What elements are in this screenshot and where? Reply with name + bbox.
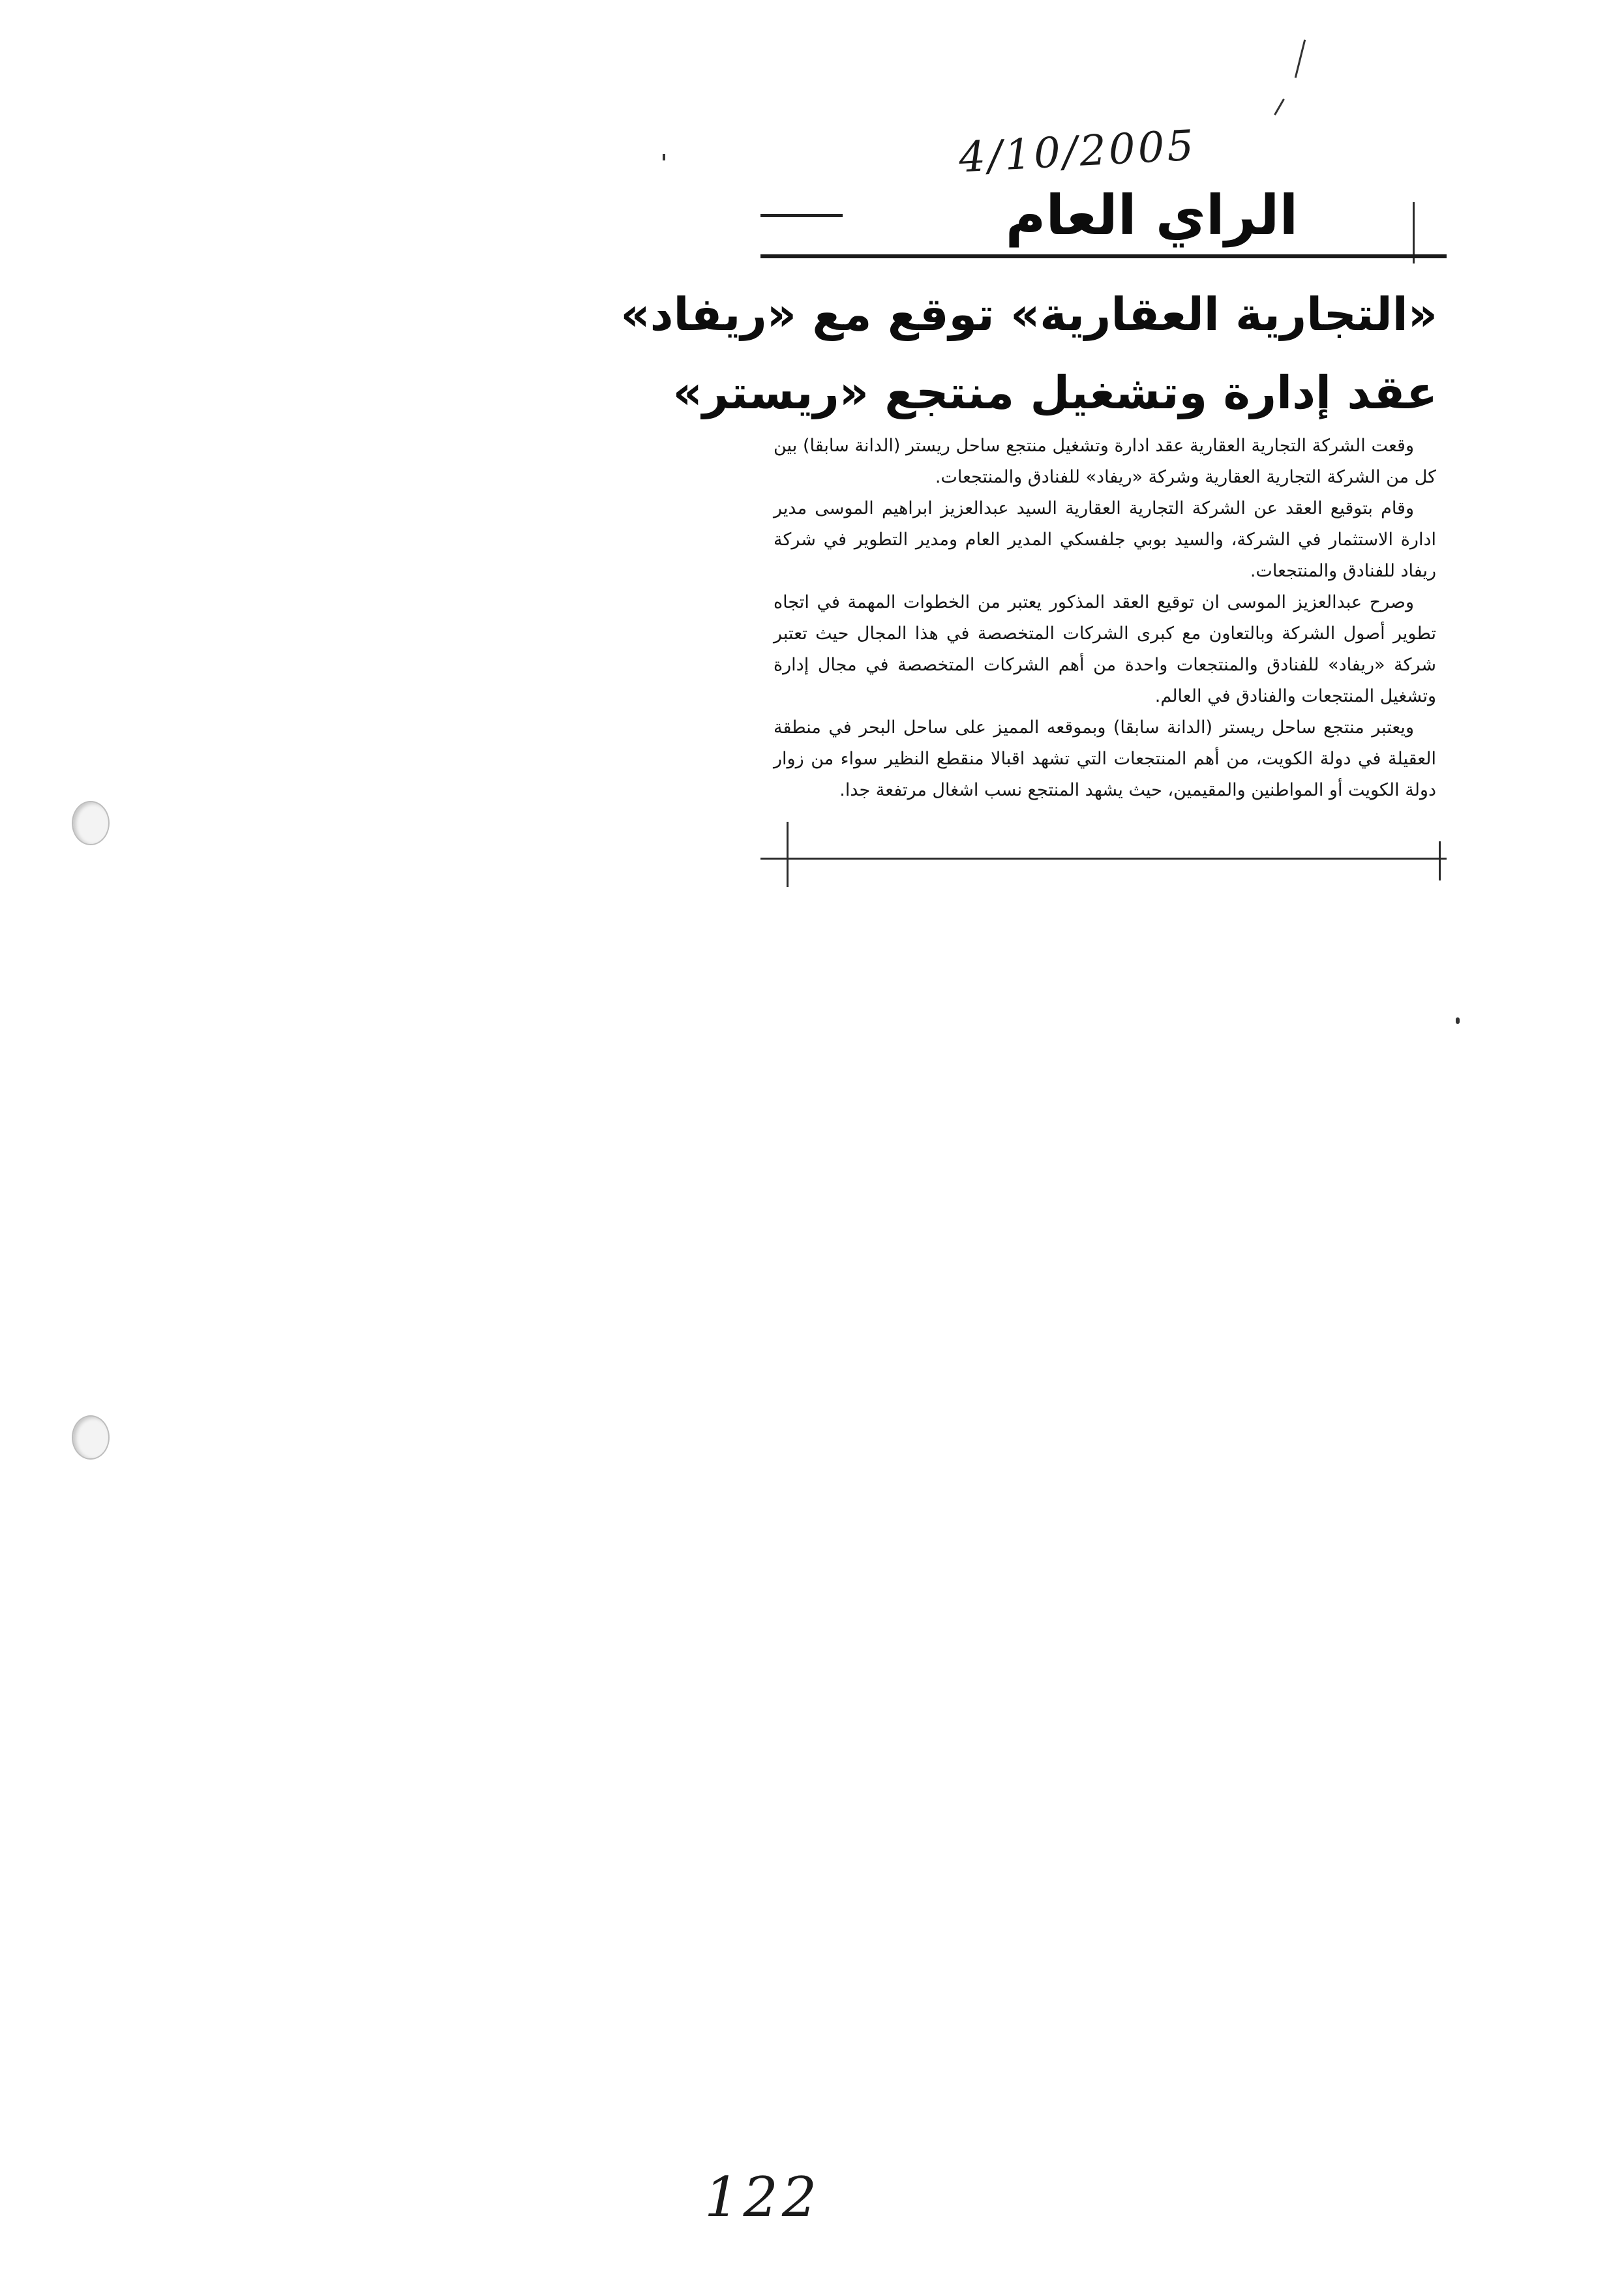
scan-mark: [1295, 40, 1306, 78]
newspaper-masthead: الراي العام: [1005, 183, 1299, 247]
headline-line-1: «التجارية العقارية» توقع مع «ريفاد»: [620, 288, 1437, 341]
newspaper-clipping: [620, 130, 1447, 871]
punch-hole-top: [72, 801, 110, 845]
clipping-right-cut: [1439, 841, 1441, 880]
clipping-bottom-rule: [760, 858, 1447, 860]
masthead-dash: [760, 214, 843, 217]
article-paragraph: وصرح عبدالعزيز الموسى ان توقيع العقد المذكور يعتبر من الخطوات المهمة في اتجاه تطوير أصول الشركة وبالتعاون مع كبرى الشركات المتخصصة في هذا المجال حيث تعتبر شركة «ريفاد» للفنادق والمنتجعات واحدة من أهم الشركات المتخصصة في مجال إدارة وتشغيل المنتجعات والفنادق في العالم.: [774, 592, 1436, 706]
article-headline: [620, 275, 1437, 432]
clipping-left-cut: [787, 822, 789, 887]
handwritten-date: 4/10/2005: [957, 121, 1197, 183]
article-paragraph: وقعت الشركة التجارية العقارية عقد ادارة وتشغيل منتجع ساحل ريستر (الدانة سابقا) بين كل من الشركة التجارية العقارية وشركة «ريفاد» للفنادق والمنتجعات.: [774, 436, 1436, 487]
article-paragraph: وقام بتوقيع العقد عن الشركة التجارية العقارية السيد عبدالعزيز ابراهيم الموسى مدير ادارة الاستثمار في الشركة، والسيد بوبي جلفسكي المدير العام ومدير التطوير في شركة ريفاد للفنادق والمنتجعات.: [774, 498, 1436, 581]
page-number: 122: [704, 2165, 821, 2229]
article-body: [774, 430, 1436, 806]
article-paragraph: ويعتبر منتجع ساحل ريستر (الدانة سابقا) وبموقعه المميز على ساحل البحر في منطقة العقيلة في دولة الكويت، من أهم المنتجعات التي تشهد اقبالا منقطع النظير سواء من زوار دولة الكويت أو المواطنين والمقيمين، حيث يشهد المنتجع نسب اشغال مرتفعة جدا.: [774, 717, 1436, 800]
scan-mark: [663, 154, 665, 160]
scan-mark: [1274, 98, 1285, 115]
punch-hole-bottom: [72, 1415, 110, 1460]
scan-mark: [1456, 1017, 1460, 1024]
headline-line-2: عقد إدارة وتشغيل منتجع «ريستر»: [672, 366, 1437, 419]
masthead-rule: [760, 254, 1447, 258]
